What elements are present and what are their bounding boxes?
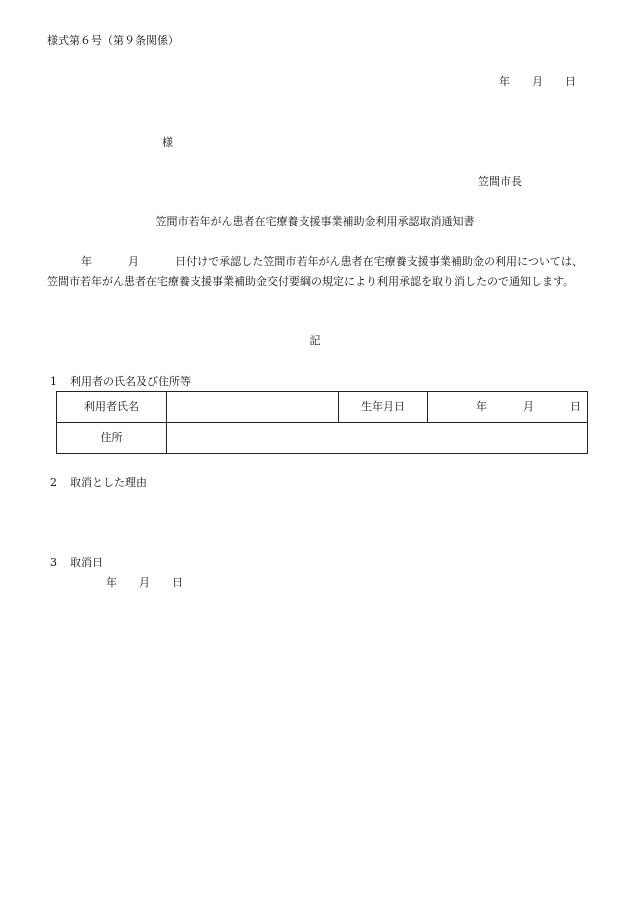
section-2-heading — [50, 476, 147, 490]
section-3-heading — [50, 556, 103, 570]
cancel-date-day: 日 — [172, 576, 183, 589]
table-row — [57, 423, 588, 454]
user-info-table — [56, 391, 588, 454]
body-text-rest: 笠間市若年がん患者在宅療養支援事業補助金交付要綱の規定により利用承認を取り消したので通知します。 — [47, 275, 575, 288]
issue-date — [499, 75, 576, 89]
addressee: 様 — [162, 136, 173, 149]
name-value[interactable] — [167, 392, 339, 423]
dob-label: 生年月日 — [339, 392, 428, 423]
issue-date-month: 月 — [532, 75, 543, 88]
section-1-number: 1 — [50, 375, 57, 388]
section-3-title: 取消日 — [70, 556, 103, 569]
body-year: 年 — [81, 255, 93, 268]
address-label: 住所 — [57, 423, 167, 454]
notice-body — [47, 252, 583, 292]
issue-date-day: 日 — [565, 75, 576, 88]
dob-year: 年 — [476, 400, 487, 413]
document-title: 笠間市若年がん患者在宅療養支援事業補助金利用承認取消通知書 — [155, 215, 475, 228]
dob-month: 月 — [523, 400, 534, 413]
name-label: 利用者氏名 — [57, 392, 167, 423]
section-2-title: 取消とした理由 — [70, 476, 147, 489]
address-value[interactable] — [167, 423, 588, 454]
section-2-number: 2 — [50, 476, 57, 489]
ki-heading: 記 — [309, 334, 321, 347]
form-number: 様式第６号（第９条関係） — [47, 34, 179, 47]
body-text-line1: 日付けで承認した笠間市若年がん患者在宅療養支援事業補助金の利用については、 — [175, 255, 583, 268]
cancel-date — [106, 576, 183, 590]
issuer: 笠間市長 — [478, 175, 522, 188]
section-1-title: 利用者の氏名及び住所等 — [70, 375, 191, 388]
table-row — [57, 392, 588, 423]
cancel-date-year: 年 — [106, 576, 117, 589]
body-month: 月 — [128, 255, 140, 268]
section-3-number: 3 — [50, 556, 57, 569]
section-1-heading — [50, 375, 191, 389]
issue-date-year: 年 — [499, 75, 510, 88]
dob-value[interactable] — [428, 392, 588, 423]
dob-day: 日 — [570, 400, 581, 413]
cancel-date-month: 月 — [139, 576, 150, 589]
